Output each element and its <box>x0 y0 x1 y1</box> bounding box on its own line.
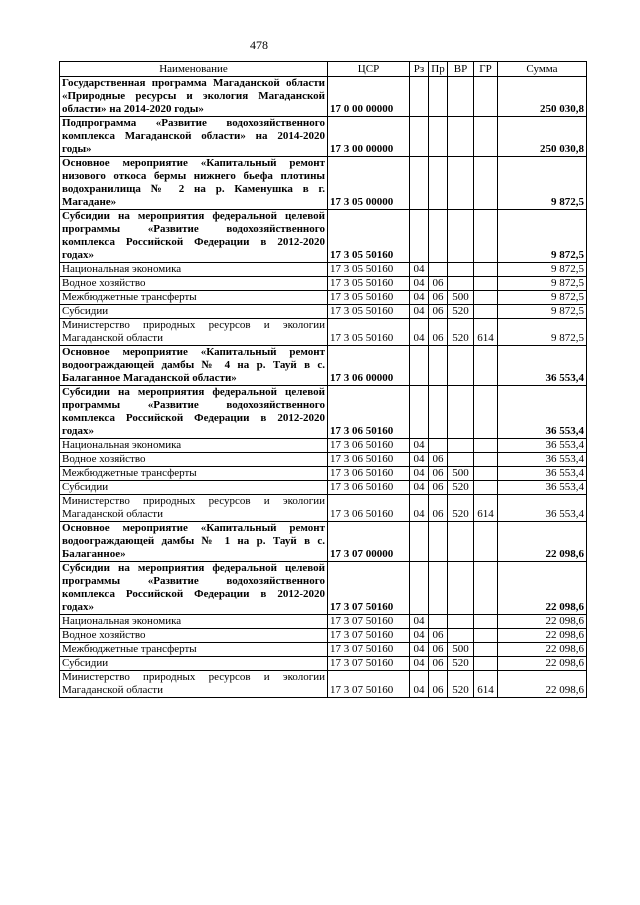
gr-cell <box>474 117 498 157</box>
gr-cell <box>474 210 498 263</box>
pr-cell <box>429 210 448 263</box>
table-row <box>60 671 587 698</box>
table-row <box>60 77 587 117</box>
sum-cell: 36 553,4 <box>498 481 587 495</box>
rz-cell: 04 <box>410 481 429 495</box>
table-row <box>60 643 587 657</box>
rz-cell: 04 <box>410 277 429 291</box>
gr-cell <box>474 277 498 291</box>
csr-cell: 17 3 05 50160 <box>328 305 410 319</box>
pr-cell: 06 <box>429 481 448 495</box>
name-cell: Водное хозяйство <box>60 453 328 467</box>
rz-cell: 04 <box>410 291 429 305</box>
sum-cell: 36 553,4 <box>498 495 587 522</box>
sum-cell: 36 553,4 <box>498 467 587 481</box>
sum-cell: 22 098,6 <box>498 615 587 629</box>
sum-cell: 22 098,6 <box>498 657 587 671</box>
table-row <box>60 210 587 263</box>
vr-cell: 520 <box>448 481 474 495</box>
rz-cell <box>410 562 429 615</box>
rz-cell: 04 <box>410 263 429 277</box>
rz-cell: 04 <box>410 615 429 629</box>
gr-cell <box>474 467 498 481</box>
csr-cell: 17 0 00 00000 <box>328 77 410 117</box>
name-cell: Субсидии на мероприятия федеральной целевой программы «Развитие водохозяйственного комплекса Российской Федерации в 2012-2020 годах» <box>60 210 328 263</box>
sum-cell: 22 098,6 <box>498 629 587 643</box>
rz-cell: 04 <box>410 495 429 522</box>
table-row <box>60 467 587 481</box>
gr-cell <box>474 77 498 117</box>
pr-cell <box>429 117 448 157</box>
name-cell: Основное мероприятие «Капитальный ремонт низового откоса бермы нижнего бьефа плотины водохранилища № 2 на р. Каменушка в г. Магадане» <box>60 157 328 210</box>
csr-cell: 17 3 06 50160 <box>328 467 410 481</box>
sum-cell: 9 872,5 <box>498 277 587 291</box>
table-row <box>60 439 587 453</box>
pr-cell <box>429 77 448 117</box>
rz-cell <box>410 157 429 210</box>
csr-cell: 17 3 06 00000 <box>328 346 410 386</box>
rz-cell: 04 <box>410 629 429 643</box>
vr-cell <box>448 277 474 291</box>
gr-cell <box>474 346 498 386</box>
pr-cell <box>429 562 448 615</box>
rz-cell: 04 <box>410 671 429 698</box>
sum-cell: 36 553,4 <box>498 453 587 467</box>
name-cell: Подпрограмма «Развитие водохозяйственного комплекса Магаданской области» на 2014-2020 годы» <box>60 117 328 157</box>
csr-cell: 17 3 06 50160 <box>328 495 410 522</box>
header-csr: ЦСР <box>328 62 410 77</box>
vr-cell: 500 <box>448 291 474 305</box>
sum-cell: 9 872,5 <box>498 319 587 346</box>
gr-cell <box>474 562 498 615</box>
csr-cell: 17 3 00 00000 <box>328 117 410 157</box>
pr-cell <box>429 439 448 453</box>
name-cell: Субсидии <box>60 481 328 495</box>
csr-cell: 17 3 06 50160 <box>328 439 410 453</box>
gr-cell: 614 <box>474 495 498 522</box>
rz-cell: 04 <box>410 319 429 346</box>
pr-cell: 06 <box>429 495 448 522</box>
vr-cell: 520 <box>448 319 474 346</box>
name-cell: Межбюджетные трансферты <box>60 291 328 305</box>
csr-cell: 17 3 07 50160 <box>328 643 410 657</box>
table-row <box>60 522 587 562</box>
table-row <box>60 481 587 495</box>
vr-cell <box>448 117 474 157</box>
pr-cell: 06 <box>429 453 448 467</box>
table-row <box>60 346 587 386</box>
sum-cell: 250 030,8 <box>498 117 587 157</box>
header-pr: Пр <box>429 62 448 77</box>
gr-cell <box>474 386 498 439</box>
table-row <box>60 263 587 277</box>
sum-cell: 22 098,6 <box>498 522 587 562</box>
csr-cell: 17 3 05 50160 <box>328 277 410 291</box>
pr-cell: 06 <box>429 629 448 643</box>
pr-cell <box>429 522 448 562</box>
vr-cell <box>448 439 474 453</box>
csr-cell: 17 3 07 50160 <box>328 657 410 671</box>
name-cell: Национальная экономика <box>60 615 328 629</box>
csr-cell: 17 3 05 50160 <box>328 263 410 277</box>
pr-cell: 06 <box>429 671 448 698</box>
table-row <box>60 615 587 629</box>
table-row <box>60 157 587 210</box>
csr-cell: 17 3 07 00000 <box>328 522 410 562</box>
rz-cell <box>410 522 429 562</box>
name-cell: Межбюджетные трансферты <box>60 467 328 481</box>
name-cell: Межбюджетные трансферты <box>60 643 328 657</box>
rz-cell <box>410 117 429 157</box>
vr-cell: 500 <box>448 643 474 657</box>
sum-cell: 22 098,6 <box>498 562 587 615</box>
csr-cell: 17 3 06 50160 <box>328 481 410 495</box>
vr-cell: 520 <box>448 495 474 522</box>
gr-cell <box>474 522 498 562</box>
csr-cell: 17 3 05 50160 <box>328 291 410 305</box>
sum-cell: 36 553,4 <box>498 386 587 439</box>
name-cell: Субсидии <box>60 657 328 671</box>
name-cell: Водное хозяйство <box>60 629 328 643</box>
csr-cell: 17 3 07 50160 <box>328 629 410 643</box>
rz-cell <box>410 386 429 439</box>
gr-cell <box>474 305 498 319</box>
vr-cell: 520 <box>448 305 474 319</box>
vr-cell <box>448 522 474 562</box>
csr-cell: 17 3 07 50160 <box>328 671 410 698</box>
pr-cell <box>429 346 448 386</box>
table-row <box>60 117 587 157</box>
gr-cell <box>474 629 498 643</box>
header-sum: Сумма <box>498 62 587 77</box>
vr-cell: 520 <box>448 657 474 671</box>
rz-cell: 04 <box>410 643 429 657</box>
vr-cell <box>448 346 474 386</box>
gr-cell <box>474 157 498 210</box>
table-body <box>60 77 587 698</box>
vr-cell <box>448 386 474 439</box>
rz-cell: 04 <box>410 467 429 481</box>
name-cell: Министерство природных ресурсов и экологии Магаданской области <box>60 495 328 522</box>
header-vr: ВР <box>448 62 474 77</box>
gr-cell <box>474 263 498 277</box>
rz-cell <box>410 210 429 263</box>
gr-cell <box>474 657 498 671</box>
sum-cell: 36 553,4 <box>498 346 587 386</box>
vr-cell <box>448 210 474 263</box>
sum-cell: 9 872,5 <box>498 305 587 319</box>
table-row <box>60 453 587 467</box>
name-cell: Основное мероприятие «Капитальный ремонт водоограждающей дамбы № 4 на р. Тауй в с. Балаганное Магаданской области» <box>60 346 328 386</box>
vr-cell: 500 <box>448 467 474 481</box>
table-row <box>60 386 587 439</box>
sum-cell: 9 872,5 <box>498 157 587 210</box>
rz-cell: 04 <box>410 453 429 467</box>
pr-cell <box>429 615 448 629</box>
vr-cell <box>448 263 474 277</box>
gr-cell <box>474 453 498 467</box>
pr-cell <box>429 386 448 439</box>
table-row <box>60 629 587 643</box>
vr-cell <box>448 615 474 629</box>
vr-cell <box>448 562 474 615</box>
name-cell: Государственная программа Магаданской области «Природные ресурсы и экология Магаданской области» на 2014-2020 годы» <box>60 77 328 117</box>
gr-cell: 614 <box>474 671 498 698</box>
vr-cell <box>448 453 474 467</box>
rz-cell <box>410 346 429 386</box>
sum-cell: 22 098,6 <box>498 643 587 657</box>
table-row <box>60 291 587 305</box>
gr-cell <box>474 615 498 629</box>
table-row <box>60 495 587 522</box>
vr-cell <box>448 157 474 210</box>
table-row <box>60 562 587 615</box>
pr-cell <box>429 263 448 277</box>
pr-cell: 06 <box>429 319 448 346</box>
csr-cell: 17 3 05 00000 <box>328 157 410 210</box>
name-cell: Субсидии на мероприятия федеральной целевой программы «Развитие водохозяйственного комплекса Российской Федерации в 2012-2020 годах» <box>60 386 328 439</box>
sum-cell: 36 553,4 <box>498 439 587 453</box>
csr-cell: 17 3 05 50160 <box>328 210 410 263</box>
table-header-row <box>60 62 587 77</box>
csr-cell: 17 3 05 50160 <box>328 319 410 346</box>
csr-cell: 17 3 07 50160 <box>328 562 410 615</box>
header-gr: ГР <box>474 62 498 77</box>
sum-cell: 9 872,5 <box>498 263 587 277</box>
name-cell: Основное мероприятие «Капитальный ремонт водоограждающей дамбы № 1 на р. Тауй в с. Балаганное» <box>60 522 328 562</box>
table-row <box>60 277 587 291</box>
budget-table <box>59 61 587 698</box>
page-number: 478 <box>250 38 268 52</box>
sum-cell: 9 872,5 <box>498 291 587 305</box>
sum-cell: 22 098,6 <box>498 671 587 698</box>
rz-cell: 04 <box>410 439 429 453</box>
csr-cell: 17 3 07 50160 <box>328 615 410 629</box>
vr-cell <box>448 77 474 117</box>
rz-cell <box>410 77 429 117</box>
vr-cell <box>448 629 474 643</box>
name-cell: Министерство природных ресурсов и экологии Магаданской области <box>60 319 328 346</box>
pr-cell: 06 <box>429 643 448 657</box>
header-rz: Рз <box>410 62 429 77</box>
table-row <box>60 657 587 671</box>
table-row <box>60 305 587 319</box>
sum-cell: 9 872,5 <box>498 210 587 263</box>
table-row <box>60 319 587 346</box>
name-cell: Национальная экономика <box>60 439 328 453</box>
name-cell: Субсидии <box>60 305 328 319</box>
pr-cell: 06 <box>429 305 448 319</box>
gr-cell <box>474 481 498 495</box>
gr-cell <box>474 291 498 305</box>
pr-cell: 06 <box>429 657 448 671</box>
csr-cell: 17 3 06 50160 <box>328 386 410 439</box>
gr-cell <box>474 643 498 657</box>
pr-cell: 06 <box>429 291 448 305</box>
name-cell: Субсидии на мероприятия федеральной целевой программы «Развитие водохозяйственного комплекса Российской Федерации в 2012-2020 годах» <box>60 562 328 615</box>
sum-cell: 250 030,8 <box>498 77 587 117</box>
name-cell: Министерство природных ресурсов и экологии Магаданской области <box>60 671 328 698</box>
csr-cell: 17 3 06 50160 <box>328 453 410 467</box>
name-cell: Водное хозяйство <box>60 277 328 291</box>
rz-cell: 04 <box>410 305 429 319</box>
rz-cell: 04 <box>410 657 429 671</box>
pr-cell: 06 <box>429 467 448 481</box>
vr-cell: 520 <box>448 671 474 698</box>
gr-cell: 614 <box>474 319 498 346</box>
gr-cell <box>474 439 498 453</box>
pr-cell <box>429 157 448 210</box>
pr-cell: 06 <box>429 277 448 291</box>
header-name: Наименование <box>60 62 328 77</box>
name-cell: Национальная экономика <box>60 263 328 277</box>
